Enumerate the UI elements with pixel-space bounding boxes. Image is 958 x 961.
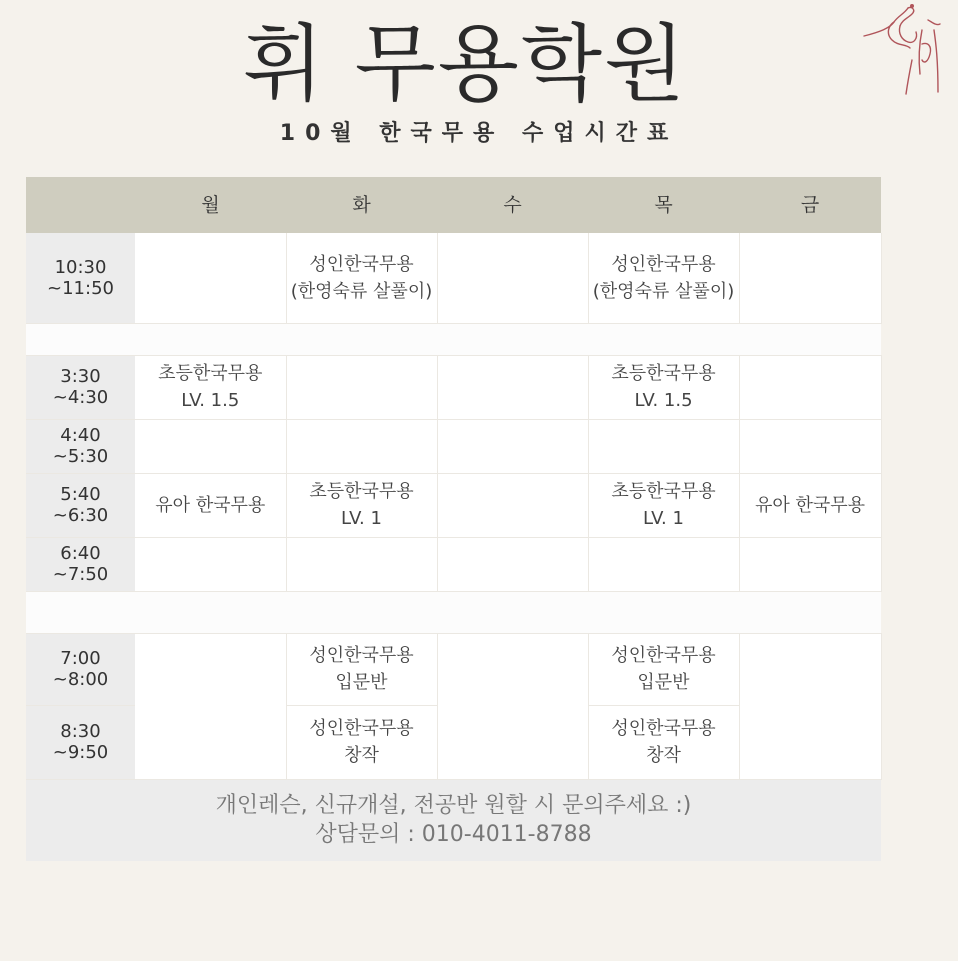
empty-cell: [286, 537, 437, 591]
empty-cell: [739, 419, 881, 473]
empty-cell: [739, 537, 881, 591]
empty-cell: [437, 473, 588, 537]
gap-row: [26, 591, 881, 633]
empty-cell: [588, 537, 739, 591]
class-cell: 성인한국무용 창작: [588, 705, 739, 779]
footer-row: [26, 779, 881, 861]
schedule-row: [26, 233, 881, 323]
empty-cell: [286, 355, 437, 419]
timetable: [26, 177, 881, 861]
empty-cell: [437, 419, 588, 473]
class-cell: 성인한국무용 입문반: [588, 633, 739, 705]
schedule-subtitle: 10월 한국무용 수업시간표: [279, 121, 679, 146]
academy-title: 휘 무용학원: [242, 15, 688, 113]
schedule-row: [26, 633, 881, 705]
class-cell: 유아 한국무용: [135, 473, 286, 537]
gap-row: [26, 323, 881, 355]
class-cell: 성인한국무용 창작: [286, 705, 437, 779]
empty-cell: [135, 537, 286, 591]
day-header-row: [26, 177, 881, 233]
class-cell: 성인한국무용 (한영숙류 살풀이): [286, 233, 437, 323]
empty-cell: [739, 705, 881, 779]
schedule-row: [26, 537, 881, 591]
day-friday: 금: [739, 177, 881, 233]
empty-cell: [135, 419, 286, 473]
schedule-row: [26, 419, 881, 473]
empty-cell: [437, 537, 588, 591]
dancer-signature-logo-icon: [858, 0, 950, 100]
class-cell: 초등한국무용 LV. 1: [286, 473, 437, 537]
contact-note: [26, 779, 881, 861]
footer-note: 개인레슨, 신규개설, 전공반 원할 시 문의주세요 :): [215, 793, 692, 819]
class-cell: 유아 한국무용: [739, 473, 881, 537]
schedule-row: [26, 473, 881, 537]
empty-cell: [588, 419, 739, 473]
time-slot: 8:30 ~9:50: [26, 705, 135, 779]
empty-cell: [739, 233, 881, 323]
class-cell: 초등한국무용 LV. 1.5: [588, 355, 739, 419]
class-cell: 초등한국무용 LV. 1.5: [135, 355, 286, 419]
time-slot: 10:30 ~11:50: [26, 233, 135, 323]
time-slot: 5:40 ~6:30: [26, 473, 135, 537]
time-slot: 7:00 ~8:00: [26, 633, 135, 705]
class-cell: 성인한국무용 입문반: [286, 633, 437, 705]
day-thursday: 목: [588, 177, 739, 233]
empty-cell: [437, 233, 588, 323]
time-slot: 4:40 ~5:30: [26, 419, 135, 473]
empty-cell: [437, 705, 588, 779]
day-tuesday: 화: [286, 177, 437, 233]
empty-cell: [739, 633, 881, 705]
day-monday: 월: [135, 177, 286, 233]
empty-cell: [437, 355, 588, 419]
empty-cell: [739, 355, 881, 419]
corner-cell: [26, 177, 135, 233]
empty-cell: [286, 419, 437, 473]
class-cell: 성인한국무용 (한영숙류 살풀이): [588, 233, 739, 323]
empty-cell: [135, 633, 286, 705]
schedule-row: [26, 705, 881, 779]
schedule-row: [26, 355, 881, 419]
empty-cell: [135, 705, 286, 779]
empty-cell: [437, 633, 588, 705]
empty-cell: [135, 233, 286, 323]
time-slot: 6:40 ~7:50: [26, 537, 135, 591]
time-slot: 3:30 ~4:30: [26, 355, 135, 419]
class-cell: 초등한국무용 LV. 1: [588, 473, 739, 537]
day-wednesday: 수: [437, 177, 588, 233]
footer-phone: 상담문의 : 010-4011-8788: [315, 822, 592, 848]
